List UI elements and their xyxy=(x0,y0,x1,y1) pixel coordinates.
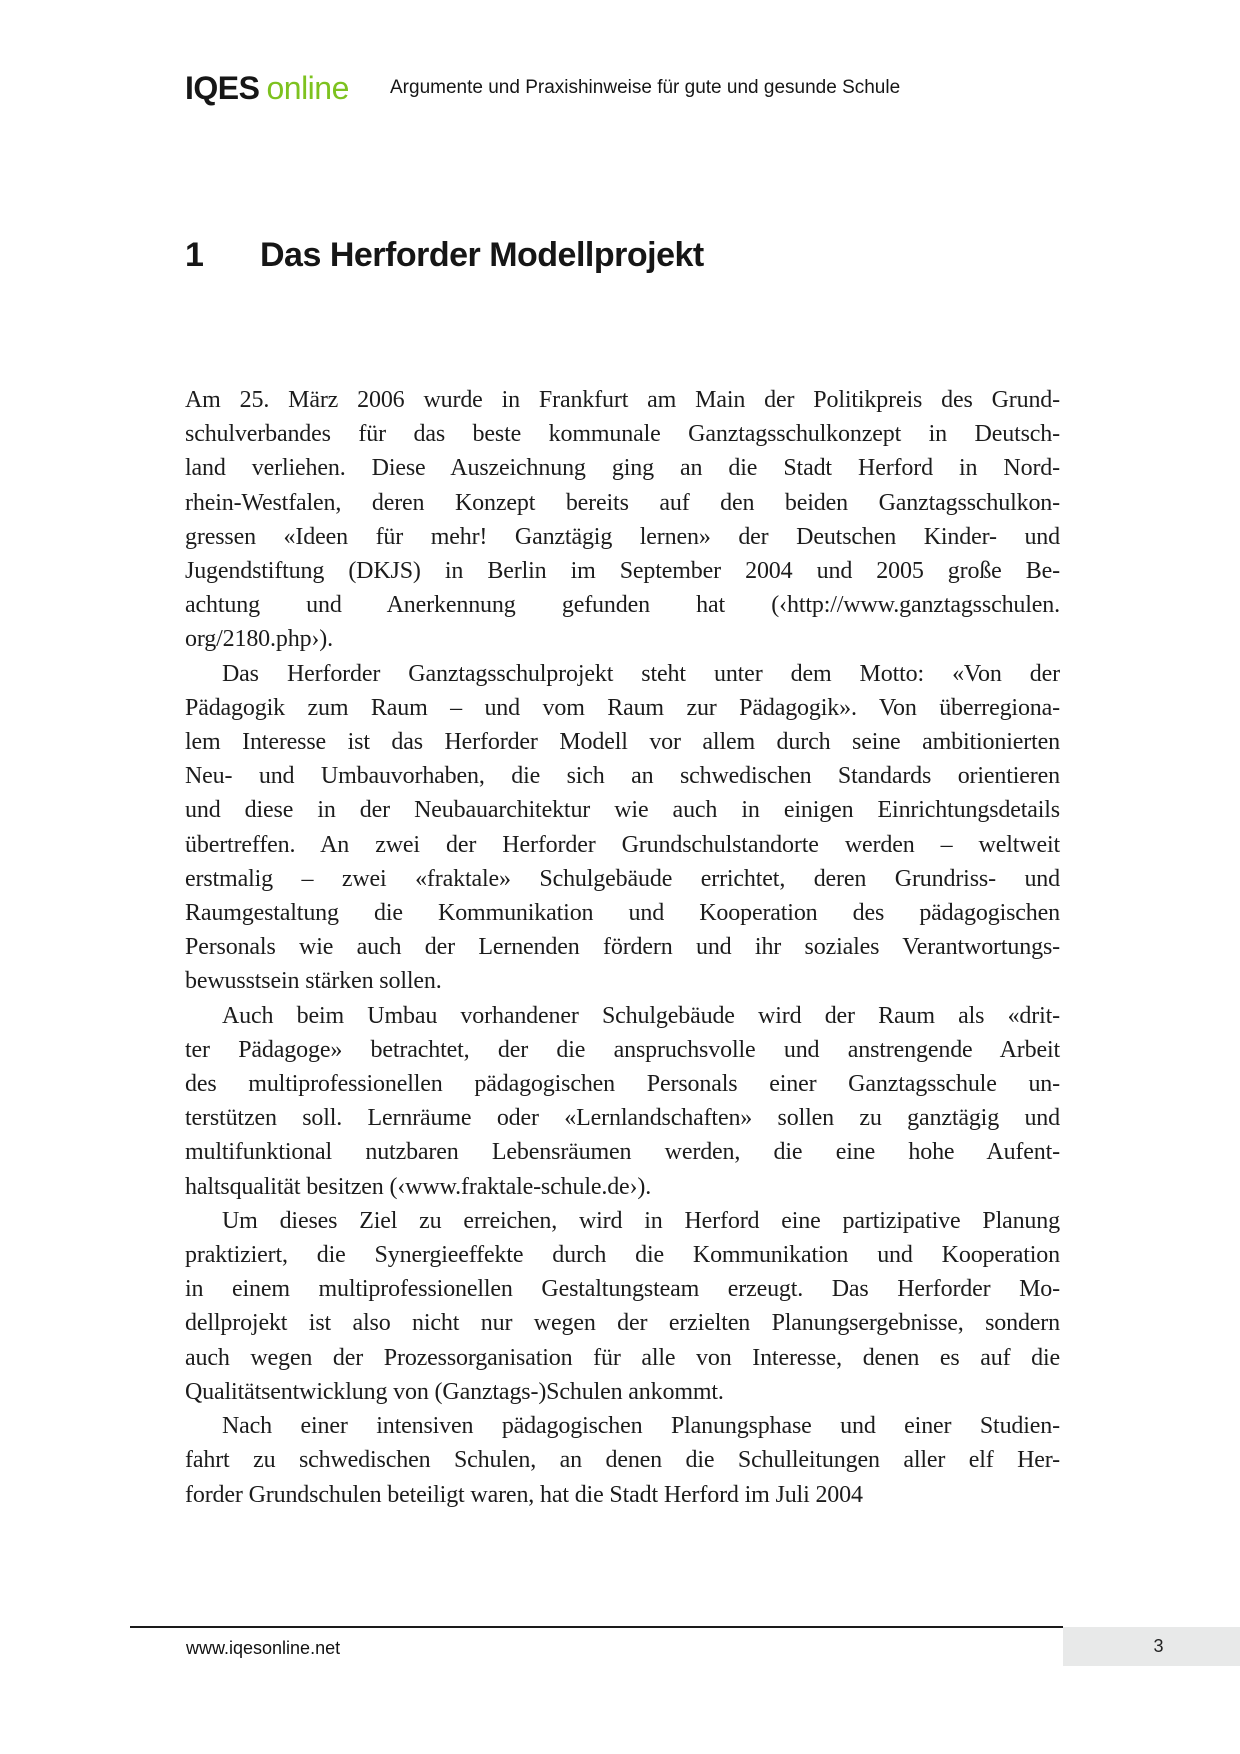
text-line: gressen «Ideen für mehr! Ganztägig lernen» der Deutschen Kinder- und xyxy=(185,523,1060,550)
paragraph xyxy=(185,1409,1060,1512)
text-line: haltsqualität besitzen (‹www.fraktale-schule.de›). xyxy=(185,1173,652,1200)
text-line: achtung und Anerkennung gefunden hat (‹http://www.ganztagsschulen. xyxy=(185,592,1060,619)
footer-url: www.iqesonline.net xyxy=(186,1638,341,1658)
page-number: 3 xyxy=(1153,1636,1164,1656)
page-number-box xyxy=(1063,1627,1240,1666)
body-text xyxy=(185,383,1060,1512)
text-line: ter Pädagoge» betrachtet, der die anspruchsvolle und anstrengende Arbeit xyxy=(185,1036,1060,1063)
logo-online-text: online xyxy=(266,70,349,106)
text-line: auch wegen der Prozessorganisation für alle von Interesse, denen es auf die xyxy=(185,1344,1060,1371)
paragraph xyxy=(185,999,1060,1204)
text-line: Nach einer intensiven pädagogischen Planungsphase und einer Studien- xyxy=(222,1413,1060,1440)
text-line: bewusstsein stärken sollen. xyxy=(185,968,442,995)
text-line: multifunktional nutzbaren Lebensräumen werden, die eine hohe Aufent- xyxy=(185,1139,1060,1166)
chapter-title-text: Das Herforder Modellprojekt xyxy=(260,236,704,274)
text-line: in einem multiprofessionellen Gestaltungsteam erzeugt. Das Herforder Mo- xyxy=(185,1276,1060,1303)
text-line: org/2180.php›). xyxy=(185,626,333,653)
chapter-title xyxy=(185,236,704,275)
text-line: und diese in der Neubauarchitektur wie auch in einigen Einrichtungsdetails xyxy=(185,797,1060,824)
chapter-number: 1 xyxy=(185,236,204,274)
iqes-logo xyxy=(185,70,349,107)
text-line: Jugendstiftung (DKJS) in Berlin im September 2004 und 2005 große Be- xyxy=(185,558,1060,585)
text-line: terstützen soll. Lernräume oder «Lernlandschaften» sollen zu ganztägig und xyxy=(185,1105,1060,1132)
paragraph xyxy=(185,1204,1060,1409)
text-line: Raumgestaltung die Kommunikation und Kooperation des pädagogischen xyxy=(185,900,1060,927)
text-line: des multiprofessionellen pädagogischen Personals einer Ganztagsschule un- xyxy=(185,1071,1060,1098)
text-line: schulverbandes für das beste kommunale Ganztagsschulkonzept in Deutsch- xyxy=(185,421,1060,448)
text-line: fahrt zu schwedischen Schulen, an denen die Schulleitungen aller elf Her- xyxy=(185,1447,1060,1474)
paragraph xyxy=(185,383,1060,657)
text-line: Am 25. März 2006 wurde in Frankfurt am Main der Politikpreis des Grund- xyxy=(185,387,1060,413)
header-subtitle: Argumente und Praxishinweise für gute und gesunde Schule xyxy=(390,77,901,98)
logo-iqes-text: IQES xyxy=(185,70,260,106)
text-line: erstmalig – zwei «fraktale» Schulgebäude errichtet, deren Grundriss- und xyxy=(185,865,1060,892)
text-line: rhein-Westfalen, deren Konzept bereits auf den beiden Ganztagsschulkon- xyxy=(185,489,1060,516)
text-line: Das Herforder Ganztagsschulprojekt steht unter dem Motto: «Von der xyxy=(222,660,1060,687)
text-line: Auch beim Umbau vorhandener Schulgebäude wird der Raum als «drit- xyxy=(222,1002,1060,1029)
text-line: Neu- und Umbauvorhaben, die sich an schwedischen Standards orientieren xyxy=(185,763,1060,790)
text-line: Personals wie auch der Lernenden fördern und ihr soziales Verantwortungs- xyxy=(185,934,1060,961)
text-line: praktiziert, die Synergieeffekte durch die Kommunikation und Kooperation xyxy=(185,1242,1060,1269)
text-line: Um dieses Ziel zu erreichen, wird in Herford eine partizipative Planung xyxy=(222,1207,1060,1234)
text-line: übertreffen. An zwei der Herforder Grundschulstandorte werden – weltweit xyxy=(185,831,1060,858)
text-line: Qualitätsentwicklung von (Ganztags-)Schulen ankommt. xyxy=(185,1378,724,1405)
text-line: forder Grundschulen beteiligt waren, hat die Stadt Herford im Juli 2004 xyxy=(185,1481,863,1508)
footer-rule xyxy=(130,1626,1063,1628)
text-line: Pädagogik zum Raum – und vom Raum zur Pädagogik». Von überregiona- xyxy=(185,694,1060,721)
text-line: land verliehen. Diese Auszeichnung ging an die Stadt Herford in Nord- xyxy=(185,455,1060,482)
text-line: dellprojekt ist also nicht nur wegen der erzielten Planungsergebnisse, sondern xyxy=(185,1310,1060,1337)
text-line: lem Interesse ist das Herforder Modell vor allem durch seine ambitionierten xyxy=(185,729,1060,756)
paragraph xyxy=(185,657,1060,999)
